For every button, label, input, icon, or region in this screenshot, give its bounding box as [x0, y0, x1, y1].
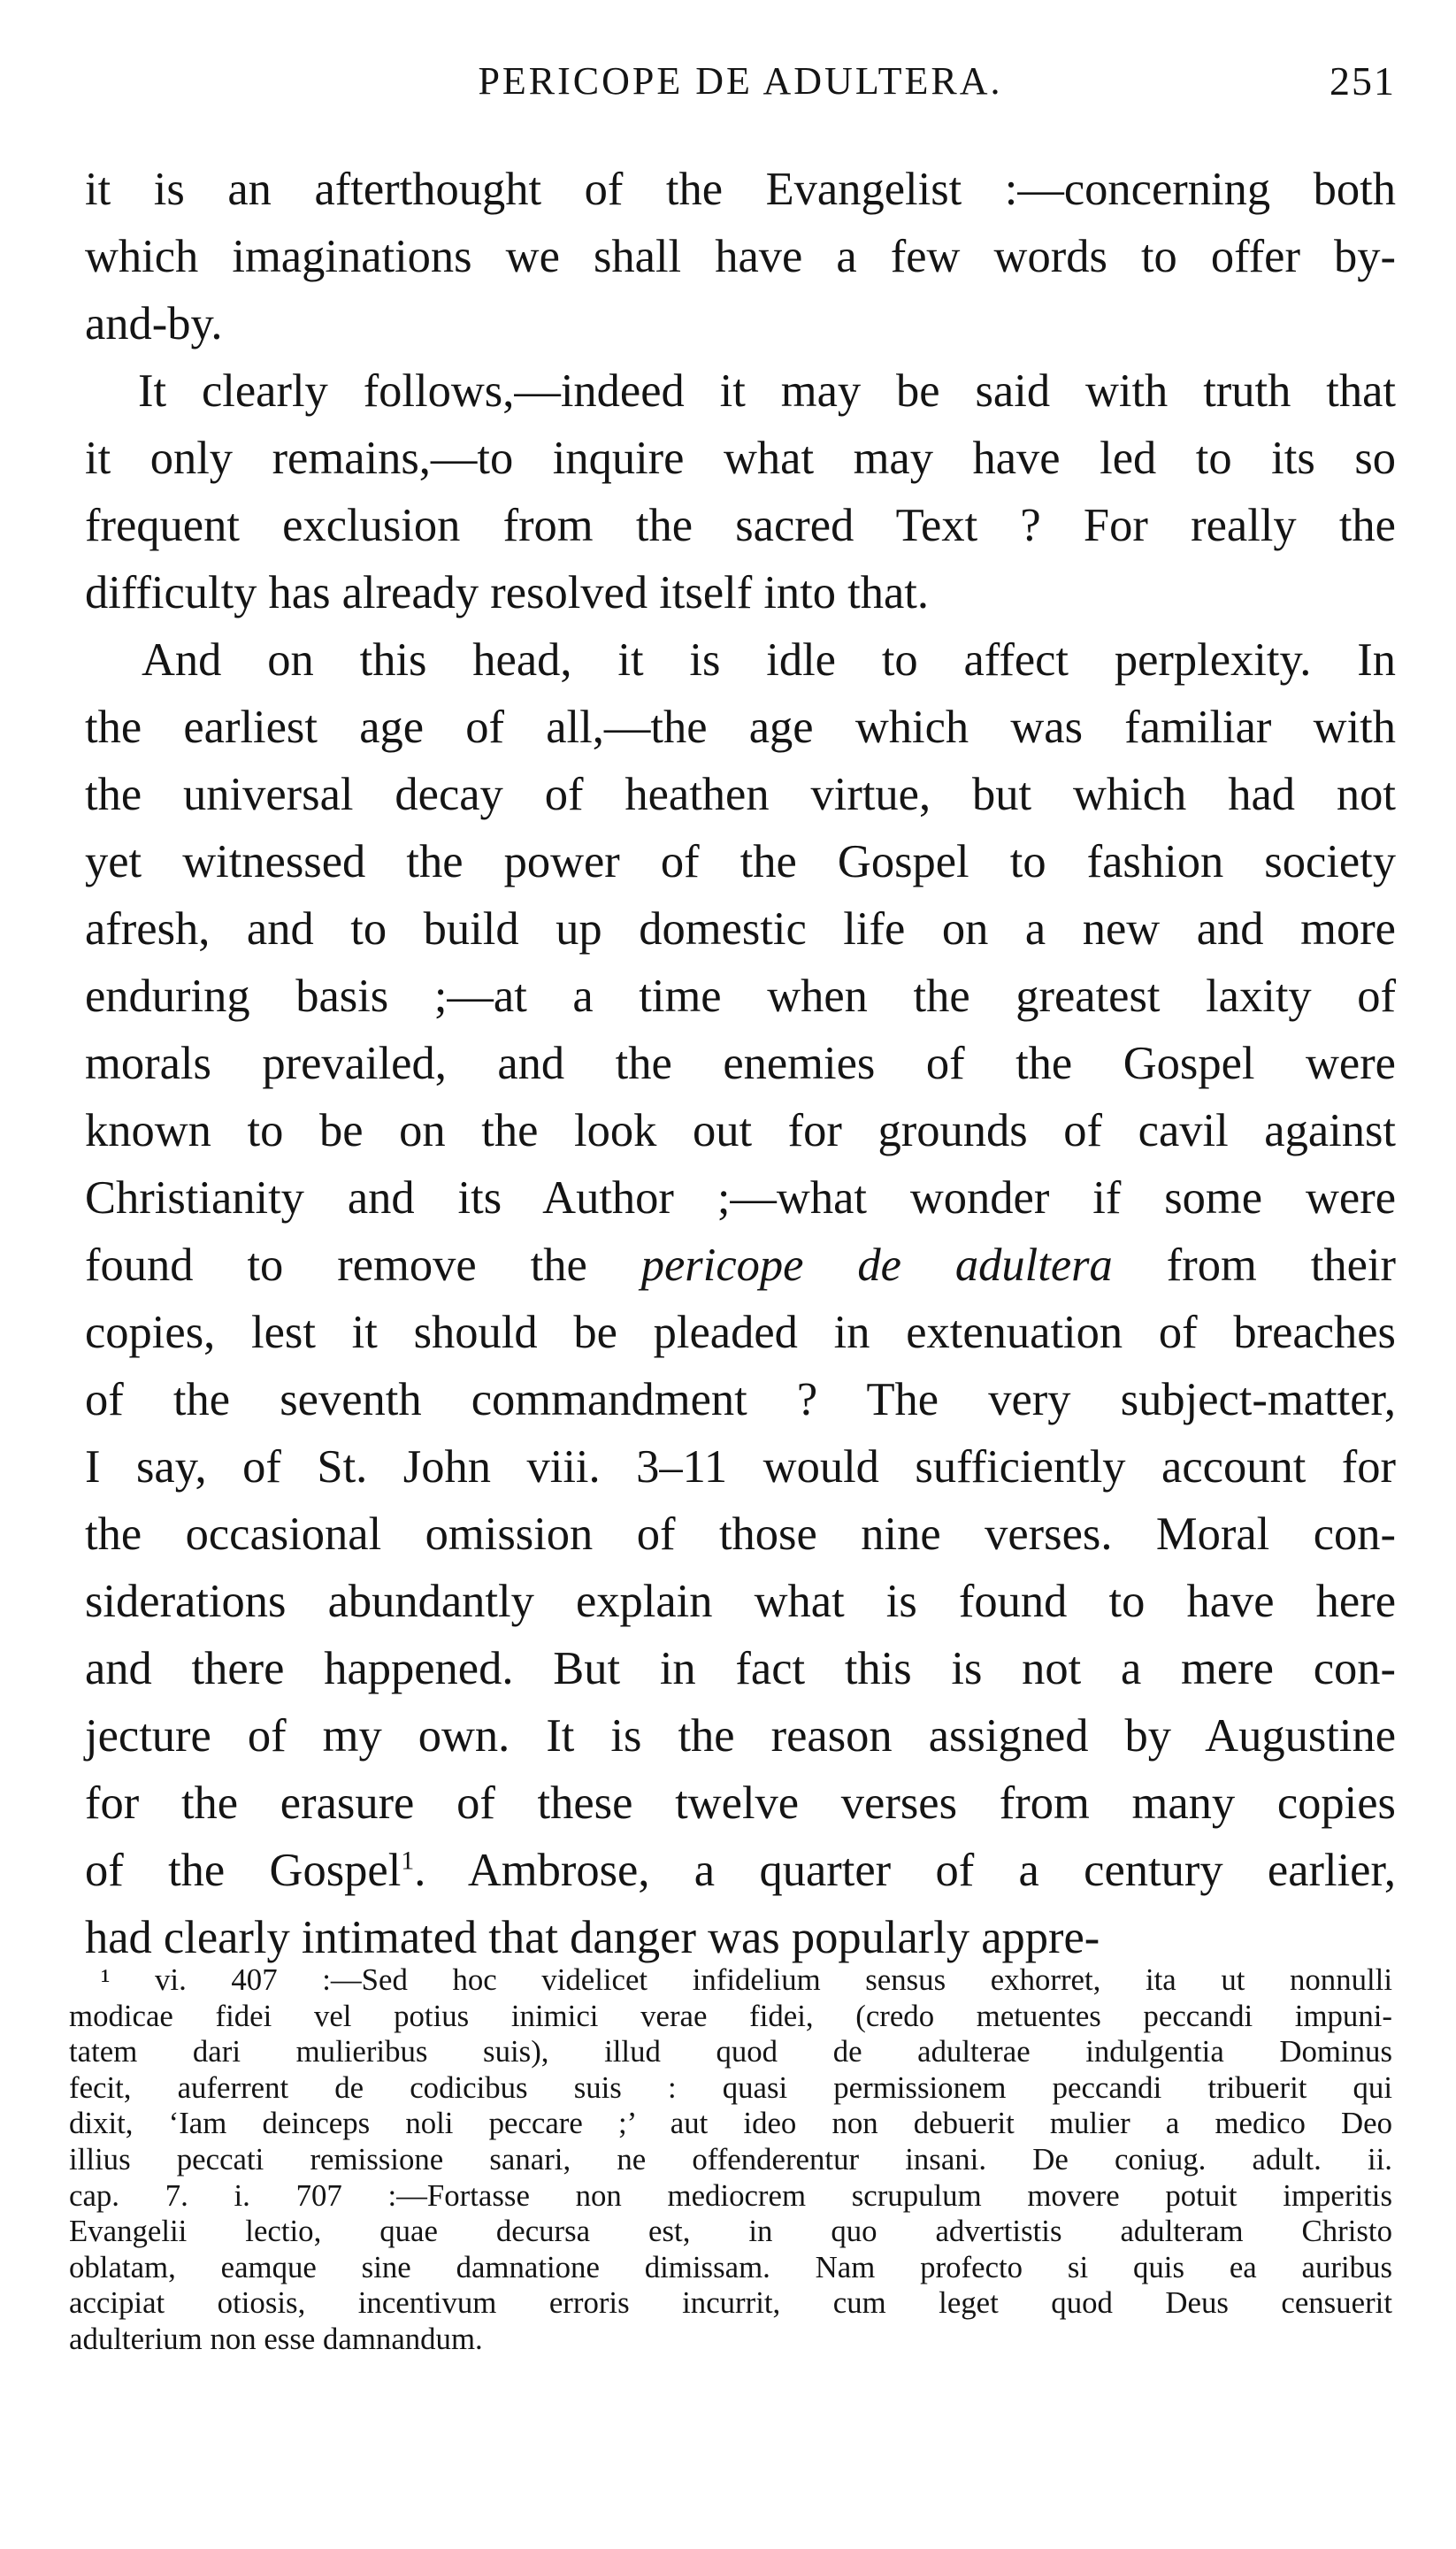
page-number: 251 [1330, 58, 1396, 104]
footnote-line-2: modicae fidei vel potius inimici verae fidei, (credo metuentes peccandi impuni- [69, 1998, 1392, 2033]
body-line-26-start: of the Gospel [85, 1845, 402, 1896]
footnote-line-8: Evangelii lectio, quae decursa est, in quo advertistis adulteram Christo [69, 2214, 1392, 2249]
body-line-12: afresh, and to build up domestic life on a new and more [85, 903, 1396, 955]
body-line-17-end: from their [1166, 1240, 1397, 1291]
body-text [85, 156, 1396, 1971]
body-line-27: had clearly intimated that danger was popularly appre- [85, 1912, 1100, 1963]
footnote-line-3: tatem dari mulieribus suis), illud quod de adulterae indulgentia Dominus [69, 2034, 1392, 2069]
footnote-line-11: adulterium non esse damnandum. [69, 2321, 483, 2356]
body-line-18: copies, lest it should be pleaded in extenuation of breaches [85, 1307, 1396, 1358]
footnote-ref-1: 1 [401, 1846, 415, 1876]
footnote-line-5: dixit, ‘Iam deinceps noli peccare ;’ aut ideo non debuerit mulier a medico Deo [69, 2106, 1392, 2141]
footnote-line-9: oblatam, eamque sine damnatione dimissam. Nam profecto si quis ea auribus [69, 2249, 1392, 2284]
body-line-26-end: . Ambrose, a quarter of a century earlier, [414, 1845, 1396, 1896]
body-line-25: for the erasure of these twelve verses from many copies [85, 1777, 1396, 1829]
body-line-3: and-by. [85, 298, 223, 349]
body-line-23: and there happened. But in fact this is not a mere con- [85, 1643, 1396, 1694]
italic-pericope-de-adultera: pericope de adultera [640, 1240, 1113, 1291]
body-line-10: the universal decay of heathen virtue, but which had not [85, 769, 1396, 820]
body-line-6: frequent exclusion from the sacred Text ? For really the [85, 500, 1396, 551]
footnote-line-6: illius peccati remissione sanari, ne offenderentur insani. De coniug. adult. ii. [69, 2141, 1392, 2177]
running-title: PERICOPE DE ADULTERA. [478, 59, 1003, 103]
body-line-22: siderations abundantly explain what is found to have here [85, 1576, 1396, 1627]
footnotes [69, 1962, 1392, 2358]
body-line-8: And on this head, it is idle to affect perplexity. In [142, 634, 1396, 686]
body-line-7: difficulty has already resolved itself into that. [85, 567, 929, 618]
body-line-24: jecture of my own. It is the reason assigned by Augustine [85, 1710, 1396, 1762]
body-line-19: of the seventh commandment ? The very subject-matter, [85, 1374, 1396, 1425]
body-line-4: It clearly follows,—indeed it may be said with truth that [138, 365, 1396, 417]
footnote-line-10: accipiat otiosis, incentivum erroris incurrit, cum leget quod Deus censuerit [69, 2285, 1392, 2321]
running-head [85, 55, 1396, 108]
body-line-13: enduring basis ;—at a time when the greatest laxity of [85, 971, 1396, 1022]
body-line-14: morals prevailed, and the enemies of the Gospel were [85, 1038, 1396, 1089]
body-line-9: the earliest age of all,—the age which was familiar with [85, 702, 1396, 753]
footnote-line-4: fecit, auferrent de codicibus suis : quasi permissionem peccandi tribuerit qui [69, 2069, 1392, 2105]
body-line-11: yet witnessed the power of the Gospel to fashion society [85, 836, 1396, 887]
body-line-1: it is an afterthought of the Evangelist :—concerning both [85, 164, 1396, 215]
footnote-line-1: ¹ vi. 407 :—Sed hoc videlicet infidelium sensus exhorret, ita ut nonnulli [101, 1962, 1392, 1997]
body-line-16: Christianity and its Author ;—what wonder if some were [85, 1172, 1396, 1224]
footnote-line-7: cap. 7. i. 707 :—Fortasse non mediocrem scrupulum movere potuit imperitis [69, 2177, 1392, 2213]
body-line-15: known to be on the look out for grounds of cavil against [85, 1105, 1396, 1156]
body-line-26 [85, 1837, 1396, 1904]
body-line-17-start: found to remove the [85, 1240, 587, 1291]
body-line-5: it only remains,—to inquire what may have led to its so [85, 433, 1396, 484]
body-line-20: I say, of St. John viii. 3–11 would sufficiently account for [85, 1441, 1396, 1493]
body-line-21: the occasional omission of those nine verses. Moral con- [85, 1509, 1396, 1560]
body-line-17 [85, 1232, 1396, 1299]
body-line-2: which imaginations we shall have a few words to offer by- [85, 231, 1396, 282]
